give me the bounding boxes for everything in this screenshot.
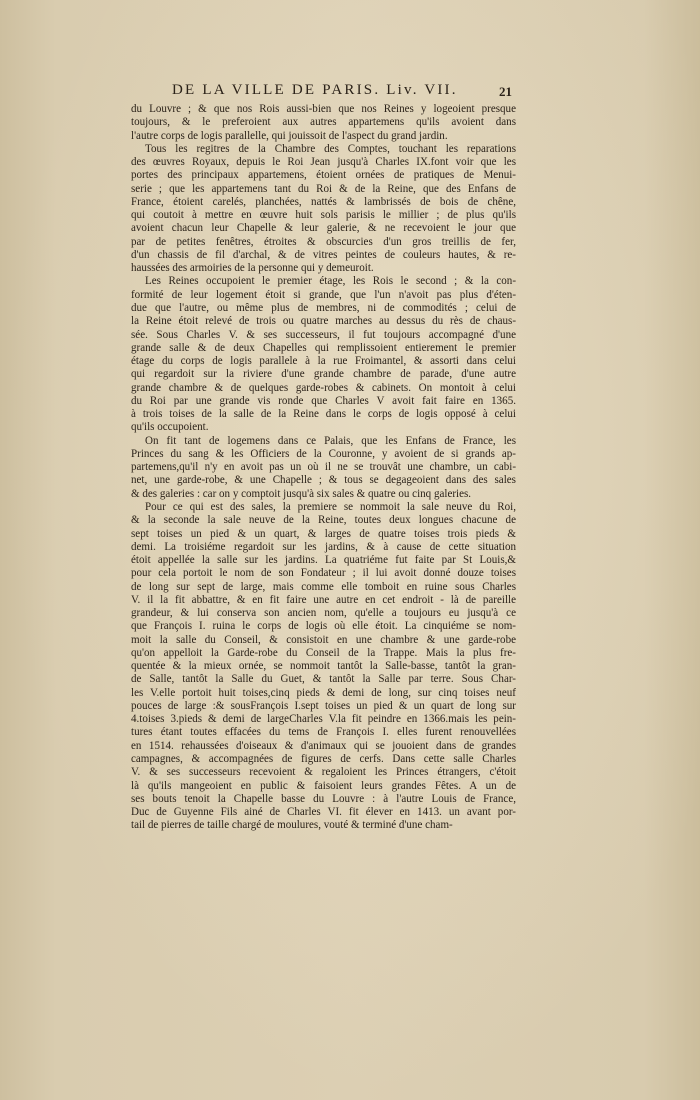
text-line: d'un chassis de fil d'archal, & de vitres peintes de couleurs hautes, & re- (131, 248, 516, 261)
text-line: qui regardoit sur la riviere d'une grande chambre de parade, d'une autre (131, 368, 516, 381)
text-line: étoit appellée la salle sur les jardins. La quatriéme fut faite par St Louis,& (131, 554, 516, 567)
text-line: Tous les regitres de la Chambre des Comptes, touchant les reparations (145, 142, 516, 155)
text-line: sée. Sous Charles V. & ses successeurs, il fut toujours accompagné d'une (131, 328, 516, 341)
running-title: DE LA VILLE DE PARIS. Liv. VII. (172, 82, 458, 98)
text-line: grandeur, & lui conserva son ancien nom, qu'elle a toujours eu jusqu'à ce (131, 607, 516, 620)
text-line: là qu'ils mangeoient en public & faisoient leurs grandes Fêtes. A un de (131, 779, 516, 792)
text-line: 4.toises 3.pieds & demi de largeCharles V.la fit peindre en 1366.mais les pein- (131, 713, 516, 726)
text-line: net, une garde-robe, & une Chapelle ; & tous se degageoient dans des sales (131, 474, 516, 487)
text-line: & la seconde la sale neuve de la Reine, toutes deux longues chacune de (131, 514, 516, 527)
text-line: campagnes, & accompagnées de figures de cerfs. Dans cette salle Charles (131, 753, 516, 766)
text-line: & des galeries : car on y comptoit jusqu'à six sales & quatre ou cinq galeries. (131, 487, 472, 500)
text-line: Les Reines occupoient le premier étage, les Rois le second ; & la con- (145, 275, 516, 288)
text-line: de long sur sept de large, mais comme elle tomboit en ruine sous Charles (131, 580, 516, 593)
text-line: On fit tant de logemens dans ce Palais, que les Enfans de France, les (145, 434, 516, 447)
text-line: Duc de Guyenne Fils ainé de Charles VI. fit élever en 1413. un avant por- (131, 806, 516, 819)
text-line: qu'ils occupoient. (131, 421, 209, 434)
body-text (131, 103, 516, 833)
text-line: que François I. ruina le corps de logis où elle étoit. La cinquiéme se nom- (131, 620, 516, 633)
text-line: demi. La troisiéme regardoit sur les jardins, & à cause de cette situation (131, 540, 516, 553)
text-line: quentée & la mieux ornée, se nommoit tantôt la Salle-basse, tantôt la gran- (131, 660, 516, 673)
text-line: tail de pierres de taille chargé de moulures, vouté & terminé d'une cham- (131, 819, 453, 832)
text-line: la Reine étoit relevé de trois ou quatre marches au dessus du rès de chaus- (131, 315, 516, 328)
text-line: du Roi par une grande vis ronde que Charles V avoit fait faire en 1365. (131, 394, 516, 407)
text-line: pour cela portoit le nom de son Fondateur ; il lui avoit donné douze toises (131, 567, 516, 580)
page-number: 21 (499, 84, 512, 99)
text-line: qui coutoit à mettre en œuvre huit sols parisis le millier ; de plus qu'ils (131, 209, 516, 222)
text-line: étage du corps de logis parallele à la rue Froimantel, & assorti dans celui (131, 355, 516, 368)
text-line: l'autre corps de logis parallelle, qui jouissoit de l'aspect du grand jardin. (131, 129, 448, 142)
text-line: sept toises un pied & un quart, & larges de quatre toises trois pieds & (131, 527, 516, 540)
text-line: partemens,qu'il n'y en avoit pas un où il ne se trouvât une chambre, un cabi- (131, 461, 516, 474)
text-line: les V.elle portoit huit toises,cinq pieds & demi de long, sur cinq toises neuf (131, 686, 516, 699)
text-line: due que l'autre, ou même plus de membres, ni de commodités ; celui de (131, 301, 516, 314)
text-line: ses bouts tenoit la Chapelle basse du Louvre : à l'autre Louis de France, (131, 792, 516, 805)
text-line: par de petites fenêtres, étroites & obscurcies d'un gros treillis de fer, (131, 235, 516, 248)
text-line: portes des principaux appartemens, étoient ornées de pratiques de Menui- (131, 169, 516, 182)
text-line: du Louvre ; & que nos Rois aussi-bien que nos Reines y logeoient presque (131, 103, 516, 115)
text-line: à trois toises de la salle de la Reine dans le corps de logis opposé à celui (131, 408, 516, 421)
text-line: Princes du sang & les Officiers de la Couronne, y avoient de si grands ap- (131, 447, 516, 460)
text-line: en 1514. rehaussées d'oiseaux & d'animaux qui se jouoient dans de grandes (131, 739, 516, 752)
text-line: moit la salle du Conseil, & consistoit en une chambre & une garde-robe (131, 633, 516, 646)
text-line: toujours, & le preferoient aux autres appartemens qu'ils avoient dans (131, 116, 516, 129)
text-line: formité de leur logement étoit si grande, que l'un n'avoit pas plus d'éten- (131, 288, 516, 301)
text-line: V. & ses successeurs recevoient & regaloient les Princes étrangers, c'étoit (131, 766, 516, 779)
text-line: des œuvres Royaux, depuis le Roi Jean jusqu'à Charles IX.font voir que les (131, 156, 516, 169)
text-line: tures étant toutes effacées du tems de François I. elles furent renouvellées (131, 726, 516, 739)
text-line: Pour ce qui est des sales, la premiere se nommoit la sale neuve du Roi, (145, 500, 516, 513)
text-line: serie ; que les appartemens tant du Roi & de la Reine, que des Enfans de (131, 182, 516, 195)
text-line: avoient chacun leur Chapelle & leur galerie, & ne recevoient le jour que (131, 222, 516, 235)
text-line: France, étoient carelés, planchées, nattés & lambrissés de bois de chêne, (131, 195, 516, 208)
text-line: haussées des armoiries de la personne qui y demeuroit. (131, 262, 374, 275)
text-line: de Salle, tantôt la Salle du Guet, & tantôt la Salle par terre. Sous Char- (131, 673, 516, 686)
text-line: pouces de large :& sousFrançois I.sept toises un pied & un quart de long sur (131, 699, 516, 712)
text-line: grande chambre & de quelques garde-robes & cabinets. On montoit à celui (131, 381, 516, 394)
text-line: qu'on appelloit la Garde-robe du Conseil de la Trappe. Mais la plus fre- (131, 646, 516, 659)
text-line: V. il la fit abbattre, & en fit faire une autre en cet endroit - là de pareille (131, 593, 516, 606)
text-line: grande salle & de deux Chapelles qui remplissoient entierement le premier (131, 341, 516, 354)
